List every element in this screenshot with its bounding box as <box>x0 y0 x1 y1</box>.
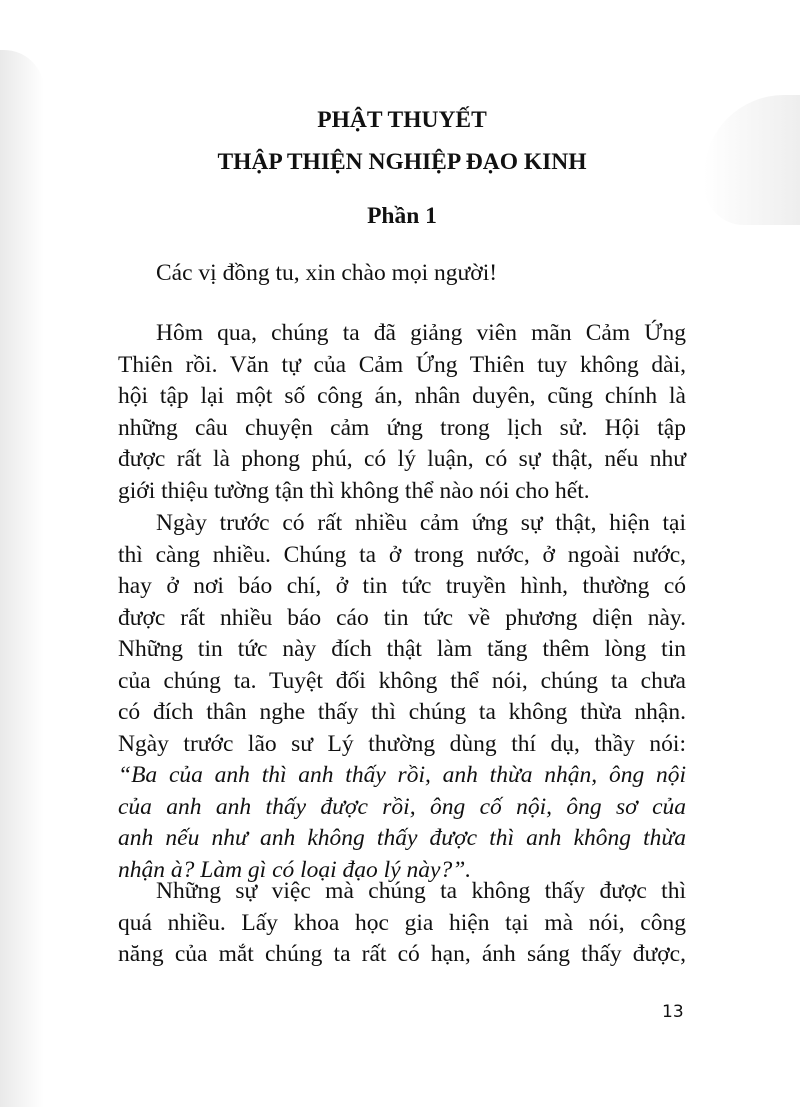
paragraph-3-line: Những sự việc mà chúng ta không thấy được thì <box>156 878 686 904</box>
section-heading: Phần 1 <box>367 203 437 229</box>
paragraph-2-line: Những tin tức này đích thật làm tăng thêm lòng tin <box>118 636 686 662</box>
quote-line: anh nếu như anh không thấy được thì anh không thừa <box>118 825 686 851</box>
paragraph-2-line: Ngày trước lão sư Lý thường dùng thí dụ, thầy nói: <box>118 730 686 757</box>
page-edge-shadow-right <box>704 95 800 225</box>
paragraph-1-line: được rất là phong phú, có lý luận, có sự thật, nếu như <box>118 446 686 472</box>
greeting: Các vị đồng tu, xin chào mọi người! <box>156 260 498 286</box>
paragraph-2 <box>118 508 686 886</box>
quote-line: “Ba của anh thì anh thấy rồi, anh thừa nhận, ông nội <box>118 762 686 788</box>
quote-line: nhận à? Làm gì có loại đạo lý này?”. <box>118 856 472 883</box>
paragraph-1-line: Hôm qua, chúng ta đã giảng viên mãn Cảm Ứng <box>156 320 686 346</box>
paragraph-1-line: những câu chuyện cảm ứng trong lịch sử. Hội tập <box>118 414 686 441</box>
paragraph-2-line: thì càng nhiều. Chúng ta ở trong nước, ở ngoài nước, <box>118 541 686 568</box>
paragraph-2-line: hay ở nơi báo chí, ở tin tức truyền hình, thường có <box>118 573 686 599</box>
paragraph-1 <box>118 318 686 507</box>
paragraph-2-line: có đích thân nghe thấy thì chúng ta không thừa nhận. <box>118 699 686 725</box>
paragraph-1-line: giới thiệu tường tận thì không thể nào nói cho hết. <box>118 477 590 504</box>
paragraph-2-line: được rất nhiều báo cáo tin tức về phương diện này. <box>118 604 686 631</box>
paragraph-2-line: của chúng ta. Tuyệt đối không thể nói, chúng ta chưa <box>118 667 686 694</box>
paragraph-3-line: năng của mắt chúng ta rất có hạn, ánh sáng thấy được, <box>118 941 686 967</box>
paragraph-2-line: Ngày trước có rất nhiều cảm ứng sự thật, hiện tại <box>156 510 686 536</box>
title-line-2: THẬP THIỆN NGHIỆP ĐẠO KINH <box>217 149 587 175</box>
paragraph-3 <box>118 876 686 971</box>
paragraph-3-line: quá nhiều. Lấy khoa học gia hiện tại mà nói, công <box>118 909 686 936</box>
paragraph-1-line: Thiên rồi. Văn tự của Cảm Ứng Thiên tuy không dài, <box>118 351 686 378</box>
paragraph-1-line: hội tập lại một số công án, nhân duyên, cũng chính là <box>118 383 686 409</box>
page-number: 13 <box>662 1002 684 1022</box>
title-line-1: PHẬT THUYẾT <box>317 107 487 133</box>
quote-line: của anh anh thấy được rồi, ông cố nội, ông sơ của <box>118 793 686 820</box>
page-edge-shadow-left <box>0 50 44 1107</box>
